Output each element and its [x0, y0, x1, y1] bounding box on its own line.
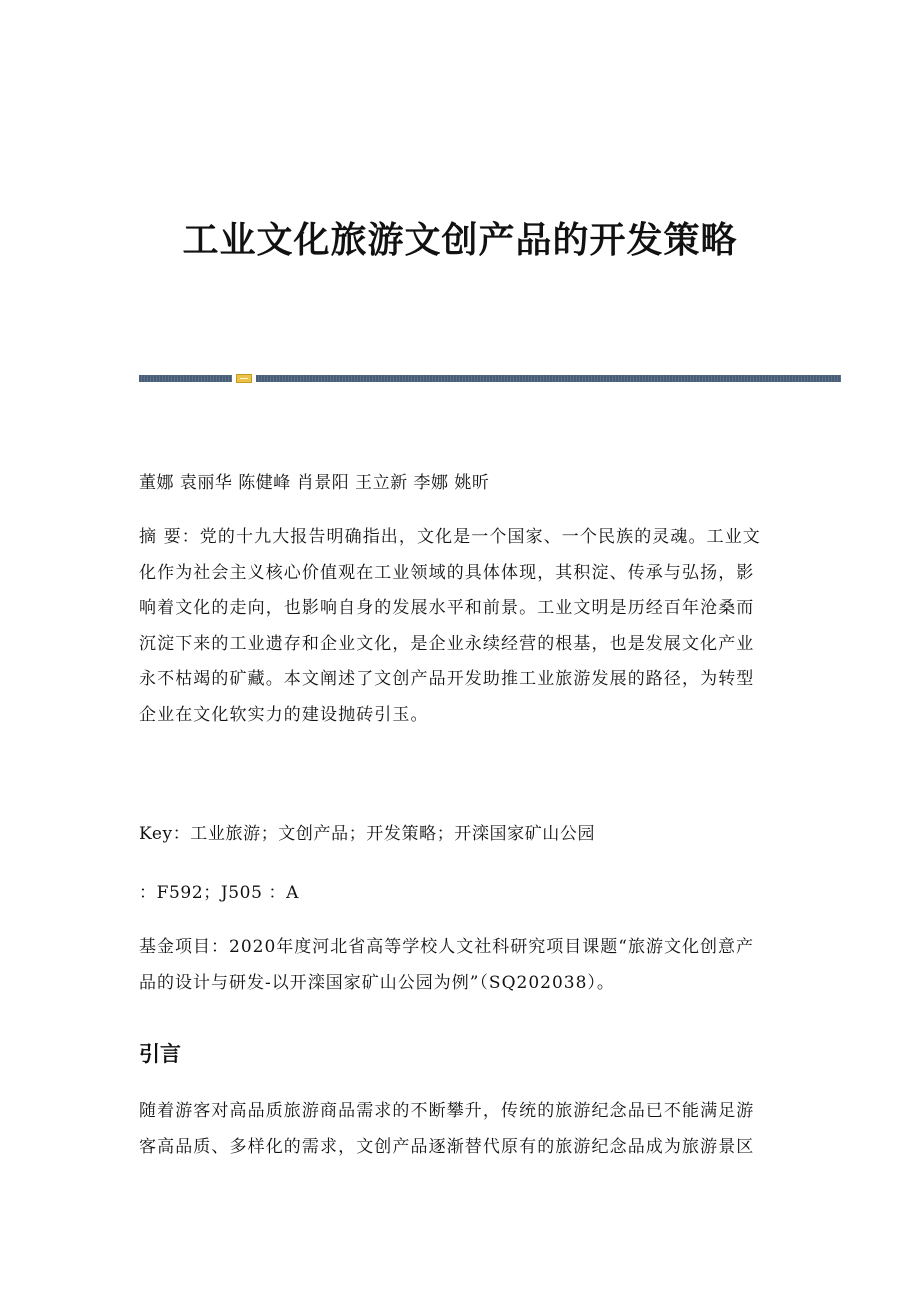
abstract	[139, 520, 789, 733]
classification-codes: ：F592；J505 ：A	[139, 883, 299, 903]
author-list: 董娜 袁丽华 陈健峰 肖景阳 王立新 李娜 姚昕	[139, 473, 490, 493]
divider-ornament-icon	[236, 374, 252, 383]
abstract-line: 摘 要：党的十九大报告明确指出，文化是一个国家、一个民族的灵魂。工业文	[139, 527, 761, 547]
funding-line: 品的设计与研发-以开滦国家矿山公园为例”（SQ202038）。	[139, 972, 615, 993]
abstract-line: 永不枯竭的矿藏。本文阐述了文创产品开发助推工业旅游发展的路径，为转型	[139, 669, 755, 689]
abstract-line: 化作为社会主义核心价值观在工业领域的具体体现，其积淀、传承与弘扬，影	[139, 562, 755, 583]
title-divider	[139, 374, 841, 383]
section-heading-introduction: 引言	[139, 1041, 181, 1066]
intro-line: 随着游客对高品质旅游商品需求的不断攀升，传统的旅游纪念品已不能满足游	[139, 1101, 755, 1121]
abstract-line: 响着文化的走向，也影响自身的发展水平和前景。工业文明是历经百年沧桑而	[139, 598, 755, 618]
divider-bar-left	[139, 375, 232, 382]
abstract-line: 企业在文化软实力的建设抛砖引玉。	[139, 704, 429, 725]
abstract-line: 沉淀下来的工业遗存和企业文化，是企业永续经营的根基，也是发展文化产业	[139, 633, 755, 654]
divider-bar-right	[256, 375, 841, 382]
introduction-paragraph	[139, 1094, 789, 1165]
intro-line: 客高品质、多样化的需求，文创产品逐渐替代原有的旅游纪念品成为旅游景区	[139, 1136, 755, 1157]
document-title: 工业文化旅游文创产品的开发策略	[182, 219, 738, 261]
keywords: Key：工业旅游；文创产品；开发策略；开滦国家矿山公园	[139, 824, 596, 844]
funding-note	[139, 930, 789, 1001]
funding-line: 基金项目：2020年度河北省高等学校人文社科研究项目课题“旅游文化创意产	[139, 937, 754, 957]
